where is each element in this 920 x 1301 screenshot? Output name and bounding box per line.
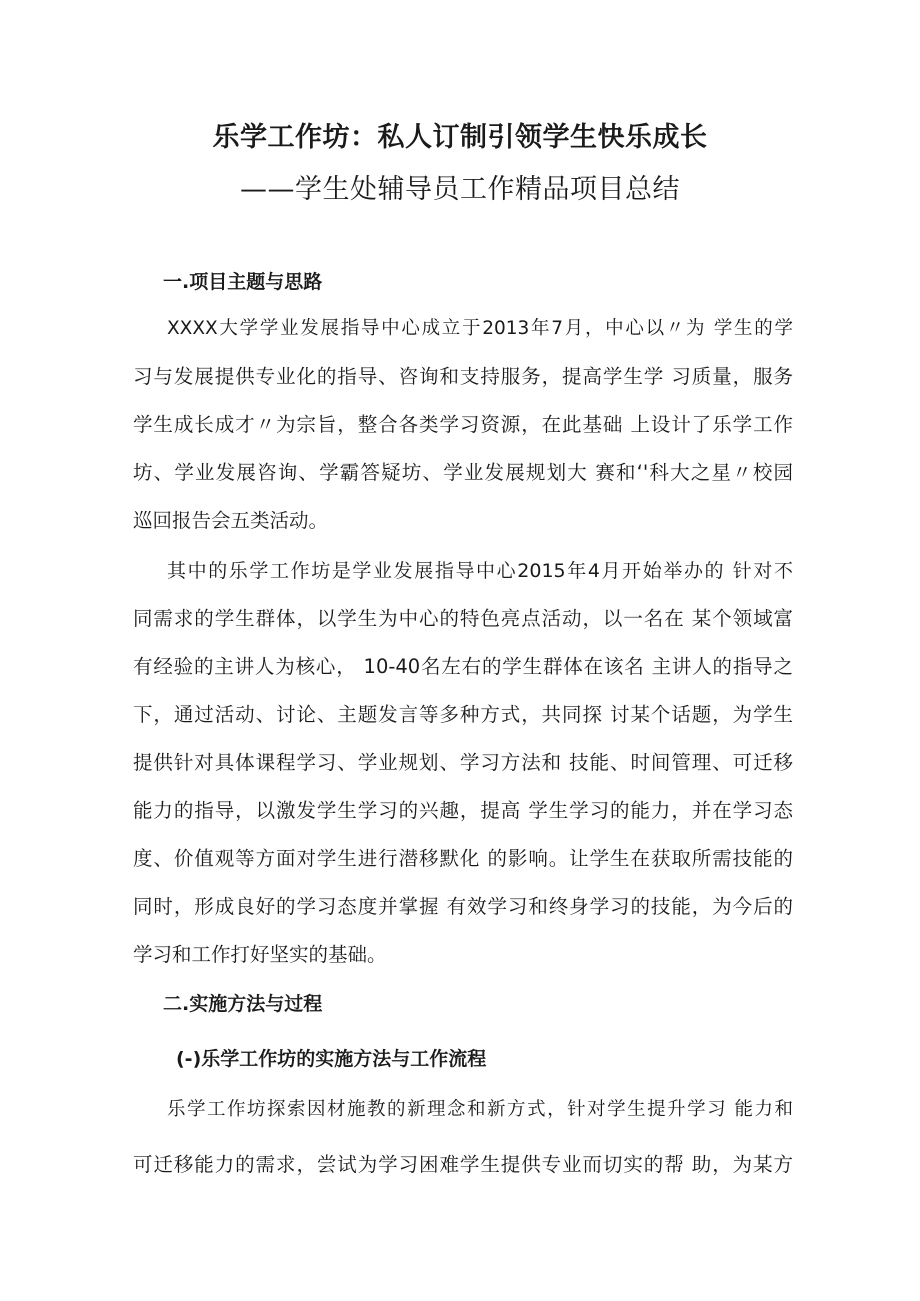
paragraph-3 (133, 1082, 793, 1192)
paragraph-line: 可迁移能力的需求，尝试为学习困难学生提供专业而切实的帮 助，为某方 (133, 1153, 793, 1176)
paragraph-line: 同时，形成良好的学习态度并掌握 有效学习和终身学习的技能，为今后的 (133, 895, 793, 918)
paragraph-line: 学习和工作打好坚实的基础。 (133, 943, 387, 966)
paragraph-line: 乐学工作坊探索因材施教的新理念和新方式，针对学生提升学习 能力和 (167, 1099, 793, 1120)
paragraph-line: XXXX大学学业发展指导中心成立于2013年7月，中心以〃为 学生的学 (167, 318, 793, 339)
section-heading-2: 二.实施方法与过程 (163, 993, 323, 1015)
paragraph-line: 习与发展提供专业化的指导、咨询和支持服务，提高学生学 习质量，服务 (133, 365, 793, 388)
paragraph-line: 巡回报告会五类活动。 (133, 509, 329, 532)
paragraph-line: 其中的乐学工作坊是学业发展指导中心2015年4月开始举办的 针对不 (167, 560, 793, 582)
subsection-heading: (-)乐学工作坊的实施方法与工作流程 (176, 1048, 487, 1070)
section-heading-1: 一.项目主题与思路 (163, 271, 323, 293)
paragraph-line: 学生成长成才〃为宗旨，整合各类学习资源，在此基础 上设计了乐学工作 (133, 413, 793, 436)
paragraph-2 (133, 547, 793, 979)
paragraph-line: 能力的指导，以激发学生学习的兴趣，提高 学生学习的能力，并在学习态 (133, 799, 793, 822)
paragraph-line: 坊、学业发展咨询、学霸答疑坊、学业发展规划大 赛和‘'科大之星〃校园 (133, 461, 793, 484)
paragraph-line: 提供针对具体课程学习、学业规划、学习方法和 技能、时间管理、可迁移 (133, 751, 793, 774)
document-subtitle: ——学生处辅导员工作精品项目总结 (240, 174, 680, 205)
document-title: 乐学工作坊：私人订制引领学生快乐成长 (212, 122, 708, 153)
paragraph-line: 同需求的学生群体，以学生为中心的特色亮点活动，以一名在 某个领域富 (133, 607, 793, 630)
paragraph-1 (133, 305, 793, 545)
paragraph-line: 有经验的主讲人为核心， 10-40名左右的学生群体在该名 主讲人的指导之 (133, 655, 793, 678)
paragraph-line: 度、价值观等方面对学生进行潜移默化 的影响。让学生在获取所需技能的 (133, 847, 793, 870)
paragraph-line: 下，通过活动、讨论、主题发言等多种方式，共同探 讨某个话题，为学生 (133, 703, 793, 726)
